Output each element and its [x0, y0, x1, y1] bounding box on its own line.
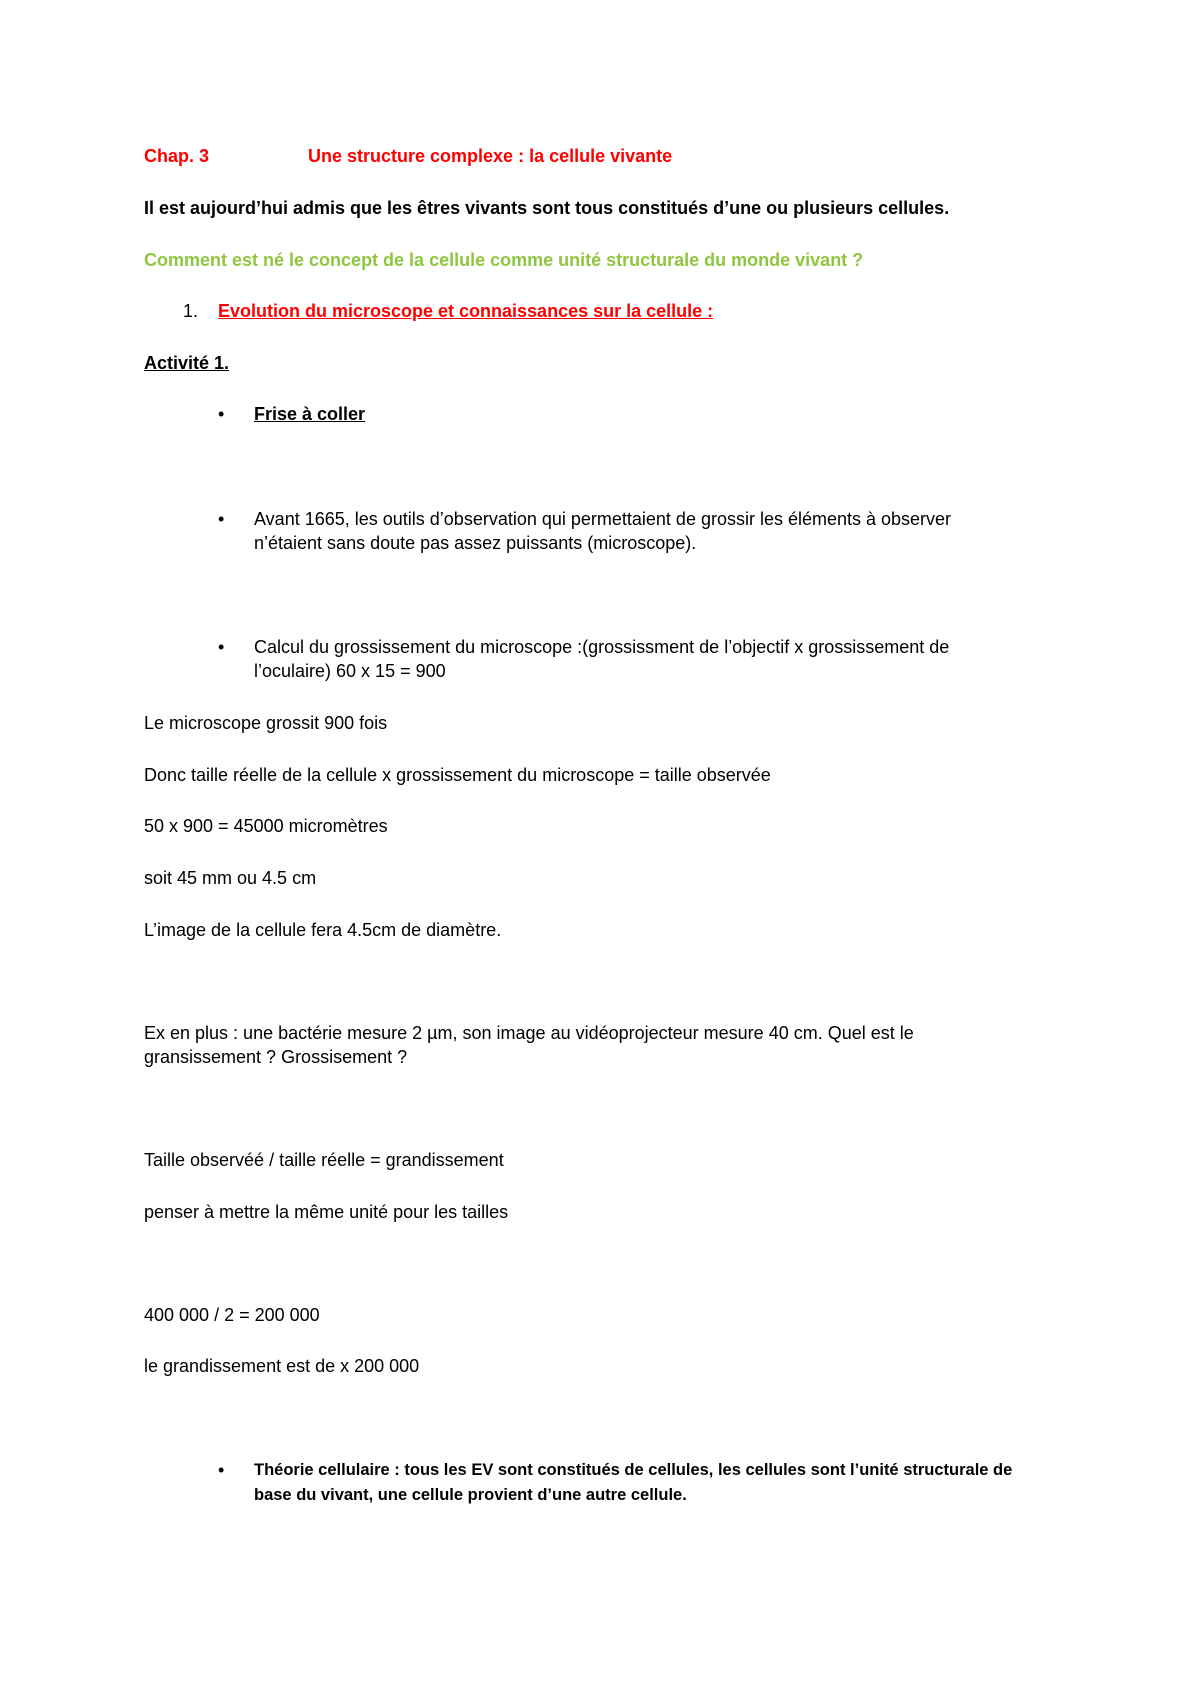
text-line: Donc taille réelle de la cellule x grossissement du microscope = taille observée	[144, 765, 771, 785]
section-heading: Evolution du microscope et connaissances sur la cellule :	[218, 301, 714, 321]
text-line: soit 45 mm ou 4.5 cm	[144, 868, 317, 888]
theory-line1: Théorie cellulaire : tous les EV sont constitués de cellules, les cellules sont l’unité structurale de	[254, 1461, 1013, 1479]
exercise-line1: Ex en plus : une bactérie mesure 2 µm, son image au vidéoprojecteur mesure 40 cm. Quel est le	[144, 1023, 914, 1043]
exercise-line2: gransissement ? Grossisement ?	[144, 1047, 408, 1067]
text-line: le grandissement est de x 200 000	[144, 1356, 420, 1376]
activity-heading: Activité 1.	[144, 353, 230, 373]
text-line: 400 000 / 2 = 200 000	[144, 1305, 320, 1325]
bullet-icon: •	[218, 1460, 225, 1480]
chapter-title: Une structure complexe : la cellule vivante	[308, 146, 673, 166]
text-line: Le microscope grossit 900 fois	[144, 713, 388, 733]
text-line: L’image de la cellule fera 4.5cm de diamètre.	[144, 920, 502, 940]
bullet-avant-line1: Avant 1665, les outils d’observation qui permettaient de grossir les éléments à observer	[254, 509, 952, 529]
text-line: penser à mettre la même unité pour les tailles	[144, 1202, 509, 1222]
bullet-avant-line2: n’étaient sans doute pas assez puissants (microscope).	[254, 533, 697, 553]
section-number: 1.	[183, 301, 199, 321]
chapter-number: Chap. 3	[144, 146, 210, 166]
bullet-icon: •	[218, 509, 225, 529]
bullet-calcul-line1: Calcul du grossissement du microscope :(grossissment de l’objectif x grossissement de	[254, 637, 950, 657]
bullet-frise: Frise à coller	[254, 404, 366, 424]
text-line: Taille observéé / taille réelle = grandissement	[144, 1150, 504, 1170]
intro-sentence: Il est aujourd’hui admis que les êtres vivants sont tous constitués d’une ou plusieurs cellules.	[144, 198, 950, 218]
bullet-calcul-line2: l’oculaire) 60 x 15 = 900	[254, 661, 446, 681]
guiding-question: Comment est né le concept de la cellule comme unité structurale du monde vivant ?	[144, 250, 864, 270]
bullet-icon: •	[218, 637, 225, 657]
text-line: 50 x 900 = 45000 micromètres	[144, 816, 388, 836]
bullet-icon: •	[218, 404, 225, 424]
theory-line2: base du vivant, une cellule provient d’une autre cellule.	[254, 1486, 687, 1504]
